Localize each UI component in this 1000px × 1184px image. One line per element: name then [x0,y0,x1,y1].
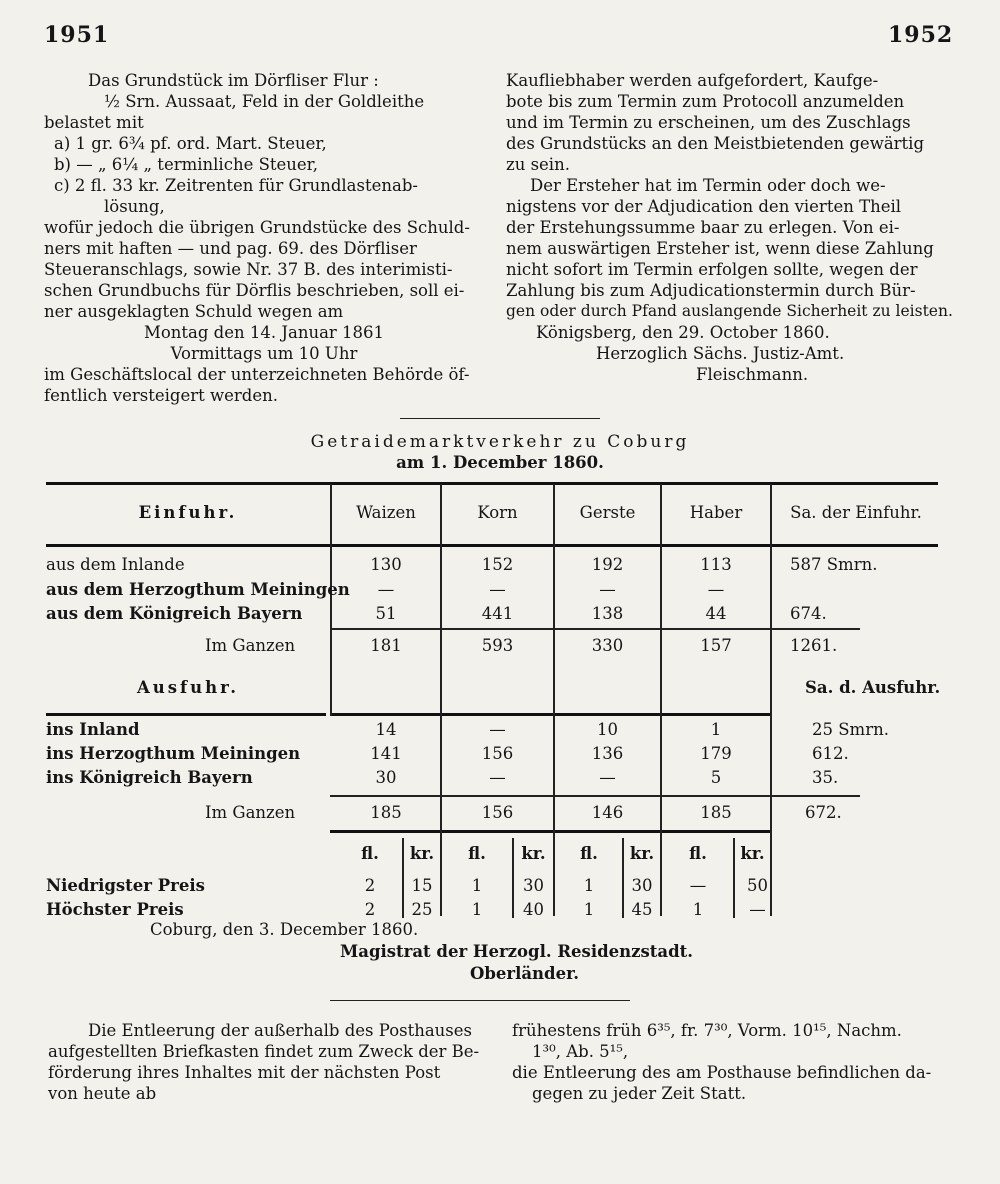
header-sum-einfuhr: Sa. der Einfuhr. [790,503,922,522]
table-top-rule [46,482,938,485]
market-signature: Oberländer. [470,964,580,983]
price-unit: fl. [689,844,707,863]
col-line [553,484,555,916]
notice-line: nem auswärtigen Ersteher ist, wenn diese Zahlung [506,239,934,258]
header-korn: Korn [477,503,518,522]
export-row-label: ins Inland [46,720,140,739]
col-line [770,484,772,916]
export-row-label: ins Königreich Bayern [46,768,253,787]
notice-line: schen Grundbuchs für Dörflis beschrieben, soll ei- [44,281,465,300]
col-line [660,484,662,916]
header-waizen: Waizen [356,503,416,522]
auction-time: Vormittags um 10 Uhr [170,344,358,363]
notice-line: gen oder durch Pfand auslangende Sicherheit zu leisten. [506,302,953,320]
header-sum-ausfuhr: Sa. d. Ausfuhr. [805,678,941,697]
notice-line: Das Grundstück im Dörfliser Flur : [88,71,379,90]
export-row-label: ins Herzogthum Meiningen [46,744,301,763]
export-sum-cell: 612. [812,744,849,763]
price-unit: kr. [521,844,546,863]
export-total-label: Im Ganzen [205,803,296,822]
import-cell: 441 [481,604,514,623]
notice-line: Steueranschlags, sowie Nr. 37 B. des interimisti- [44,260,453,279]
post-line: förderung ihres Inhaltes mit der nächsten Post [48,1063,441,1082]
market-title: Getraidemarktverkehr zu Coburg [310,432,690,452]
notice-line: im Geschäftslocal der unterzeichneten Behörde öf- [44,365,470,384]
auction-date: Montag den 14. Januar 1861 [143,323,385,342]
price-cell: 1 [471,876,483,895]
import-row-label: aus dem Inlande [46,555,185,574]
price-unit: kr. [409,844,435,863]
export-cell: 1 [710,720,722,739]
post-notice-left [48,1020,488,1104]
market-date-line: Coburg, den 3. December 1860. [150,920,419,939]
post-line: aufgestellten Briefkasten findet zum Zweck der Be- [48,1042,480,1061]
export-cell: 14 [375,720,397,739]
import-cell: 192 [591,555,624,574]
price-row-label: Höchster Preis [46,900,184,919]
post-line: gegen zu jeder Zeit Statt. [532,1084,747,1103]
post-line: die Entleerung des am Posthause befindlichen da- [512,1063,932,1082]
notice-line: wofür jedoch die übrigen Grundstücke des Schuld- [44,218,470,237]
import-cell: — [377,580,395,599]
page-number-right: 1952 [888,22,954,48]
export-label-rule [46,713,326,716]
price-cell: 2 [364,876,376,895]
price-cell: 15 [411,876,433,895]
import-cell: 113 [700,555,732,574]
post-line: frühestens früh 6³⁵, fr. 7³⁰, Vorm. 10¹⁵, Nachm. [512,1021,902,1040]
export-total-cell: 146 [591,803,624,822]
import-sum-cell: 587 Smrn. [790,555,878,574]
price-cell: — [689,876,707,895]
notice-line: ½ Srn. Aussaat, Feld in der Goldleithe [104,92,425,111]
price-cell: 1 [692,900,704,919]
import-cell: 130 [370,555,402,574]
import-cell: 138 [591,604,624,623]
import-cell: 51 [375,604,397,623]
post-line: 1³⁰, Ab. 5¹⁵, [532,1042,629,1061]
price-cell: 1 [583,900,595,919]
notice-line: b) — „ 6¼ „ terminliche Steuer, [54,155,318,174]
price-cell: 1 [471,900,483,919]
import-cell: 44 [705,604,727,623]
notice-line: der Erstehungssumme baar zu erlegen. Von ei- [506,218,900,237]
export-data-rule [330,713,770,716]
export-total-cell: 156 [481,803,514,822]
export-sum-rule [330,795,860,797]
import-total-cell: 157 [700,636,732,655]
notice-line: zu sein. [506,155,570,174]
header-haber: Haber [689,503,743,522]
table-header-rule [46,544,938,547]
import-sum-cell: 674. [790,604,827,623]
export-total-cell: 185 [370,803,402,822]
export-cell: 141 [370,744,402,763]
notice-line: Kaufliebhaber werden aufgefordert, Kaufge- [506,71,879,90]
export-cell: 30 [375,768,397,787]
import-total-sum: 1261. [790,636,838,655]
price-cell: — [749,900,766,919]
import-row-label: aus dem Herzogthum Meiningen [46,580,350,599]
export-cell: — [489,768,506,787]
price-cell: 2 [364,900,376,919]
notice-signature: Fleischmann. [696,365,809,384]
notice-line: bote bis zum Termin zum Protocoll anzumelden [506,92,905,111]
import-total-cell: 593 [481,636,514,655]
auction-notice-left [44,70,484,406]
export-cell: 5 [710,768,722,787]
price-cell: 30 [523,876,544,895]
export-cell: 136 [591,744,624,763]
notice-line: ner ausgeklagten Schuld wegen am [44,302,344,321]
price-cell: 25 [411,900,433,919]
notice-line: und im Termin zu erscheinen, um des Zuschlags [506,113,911,132]
header-einfuhr: Einfuhr. [138,503,238,522]
market-authority: Magistrat der Herzogl. Residenzstadt. [340,942,694,961]
notice-line: Zahlung bis zum Adjudicationstermin durch Bür- [506,281,916,300]
market-subtitle: am 1. December 1860. [396,453,604,472]
notice-line: lösung, [104,197,165,216]
import-total-label: Im Ganzen [205,636,296,655]
export-cell: — [599,768,616,787]
notice-place-date: Königsberg, den 29. October 1860. [536,323,830,342]
notice-authority: Herzoglich Sächs. Justiz-Amt. [596,344,845,363]
notice-line: nicht sofort im Termin erfolgen sollte, wegen der [506,260,918,279]
section-divider [400,418,600,419]
notice-line: nigstens vor der Adjudication den vierten Theil [506,197,902,216]
price-unit: fl. [361,844,379,863]
import-cell: 152 [481,555,514,574]
header-gerste: Gerste [579,503,636,522]
page-number-left: 1951 [44,22,110,48]
export-sum-cell: 35. [812,768,839,787]
import-cell: — [599,580,616,599]
import-sum-rule [330,628,860,630]
price-cell: 50 [747,876,768,895]
export-cell: — [489,720,506,739]
price-cell: 30 [631,876,653,895]
post-notice-right [512,1020,962,1104]
header-ausfuhr: Ausfuhr. [136,678,240,697]
price-unit: kr. [740,844,765,863]
import-cell: — [707,580,725,599]
col-line [440,484,442,916]
notice-line: ners mit haften — und pag. 69. des Dörfliser [44,239,417,258]
export-cell: 179 [700,744,732,763]
notice-line: Der Ersteher hat im Termin oder doch we- [530,176,886,195]
price-cell: 40 [523,900,544,919]
price-row-label: Niedrigster Preis [46,876,205,895]
notice-line: c) 2 fl. 33 kr. Zeitrenten für Grundlastenab- [54,176,418,195]
import-row-label: aus dem Königreich Bayern [46,604,303,623]
price-rule [330,830,770,833]
export-total-sum: 672. [805,803,842,822]
post-line: von heute ab [48,1084,157,1103]
export-cell: 10 [597,720,618,739]
price-unit: fl. [468,844,486,863]
price-unit: fl. [580,844,598,863]
notice-line: a) 1 gr. 6¾ pf. ord. Mart. Steuer, [54,134,327,153]
post-line: Die Entleerung der außerhalb des Posthauses [88,1021,473,1040]
export-sum-cell: 25 Smrn. [812,720,889,739]
notice-line: des Grundstücks an den Meistbietenden gewärtig [506,134,925,153]
export-cell: 156 [481,744,514,763]
import-total-cell: 181 [370,636,402,655]
section-divider [330,1000,630,1001]
import-cell: — [489,580,506,599]
notice-line: fentlich versteigert werden. [44,386,278,405]
auction-notice-right [506,70,956,385]
import-total-cell: 330 [591,636,624,655]
price-unit: kr. [629,844,655,863]
export-total-cell: 185 [700,803,732,822]
notice-line: belastet mit [44,113,144,132]
price-cell: 45 [631,900,653,919]
price-cell: 1 [583,876,595,895]
